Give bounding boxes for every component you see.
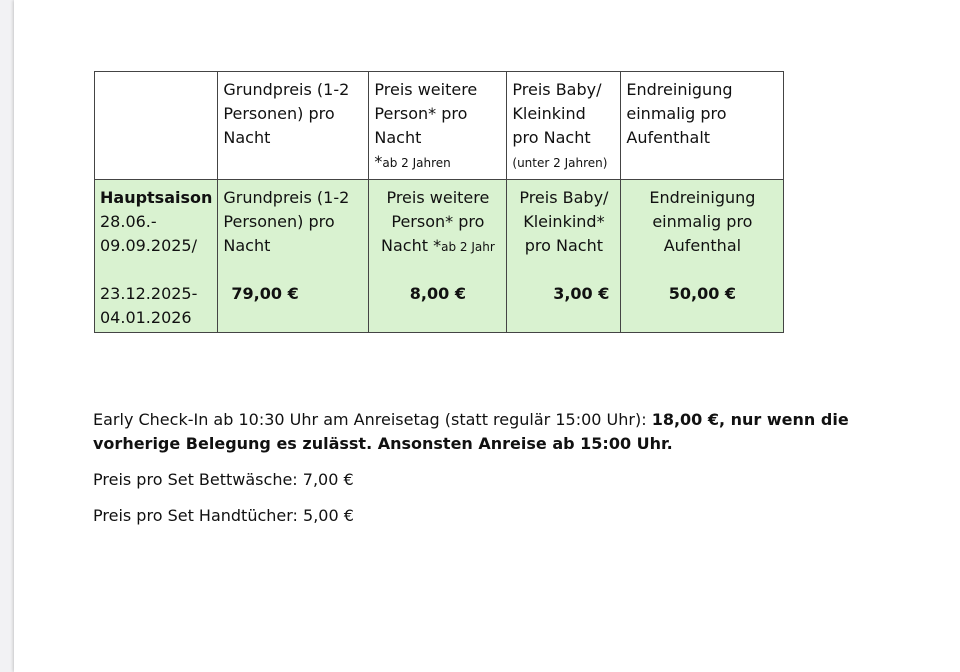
grundpreis-cell — [218, 180, 369, 333]
header-cell-weitere-person — [369, 72, 507, 180]
weitere-person-label: Preis weitere Person* pro Nacht * — [381, 188, 490, 255]
handtuecher-price: Preis pro Set Handtücher: 5,00 € — [93, 506, 354, 525]
weitere-person-cell — [369, 180, 507, 333]
baby-value: 3,00 € — [553, 284, 610, 303]
endreinigung-cell — [621, 180, 784, 333]
header-weitere-star: * — [374, 152, 383, 171]
table-header-row — [95, 72, 784, 180]
season-date-line: 28.06.- — [100, 212, 157, 231]
season-name: Hauptsaison — [100, 188, 213, 207]
table-row — [95, 180, 784, 333]
weitere-person-age-note: ab 2 Jahr — [441, 240, 495, 254]
season-date-line: 04.01.2026 — [100, 308, 192, 327]
header-weitere-label: Preis weitere Person* pro Nacht — [374, 80, 478, 147]
endreinigung-label: Endreinigung einmalig pro Aufenthal — [649, 188, 756, 255]
header-cell-empty — [95, 72, 218, 180]
price-table — [94, 71, 784, 333]
season-date-line: 09.09.2025/ — [100, 236, 197, 255]
document-page — [14, 0, 960, 672]
grundpreis-value: 79,00 € — [231, 284, 299, 303]
early-checkin-text: Early Check-In ab 10:30 Uhr am Anreisetag (statt regulär 15:00 Uhr): — [93, 410, 652, 429]
notes-section — [93, 408, 883, 540]
header-baby-age-note: (unter 2 Jahren) — [512, 156, 608, 170]
endreinigung-value: 50,00 € — [668, 284, 737, 303]
season-date-line: 23.12.2025- — [100, 284, 198, 303]
header-baby-label: Preis Baby/ Kleinkind pro Nacht — [512, 80, 602, 147]
early-checkin-note — [93, 408, 883, 456]
early-checkin-price: 18,00 €, nur wenn die vorherige Belegung es zulässt. Ansonsten Anreise ab 15:00 Uhr. — [93, 410, 849, 453]
bettwaesche-price: Preis pro Set Bettwäsche: 7,00 € — [93, 470, 354, 489]
baby-cell — [507, 180, 621, 333]
season-cell — [95, 180, 218, 333]
weitere-person-value: 8,00 € — [409, 284, 466, 303]
header-cell-baby — [507, 72, 621, 180]
header-cell-grundpreis: Grundpreis (1-2 Personen) pro Nacht — [218, 72, 369, 180]
header-weitere-age-note: ab 2 Jahren — [382, 156, 451, 170]
header-cell-endreinigung: Endreinigung einmalig pro Aufenthalt — [621, 72, 784, 180]
baby-label: Preis Baby/ Kleinkind* pro Nacht — [519, 188, 609, 255]
grundpreis-label: Grundpreis (1-2 Personen) pro Nacht — [223, 188, 350, 255]
